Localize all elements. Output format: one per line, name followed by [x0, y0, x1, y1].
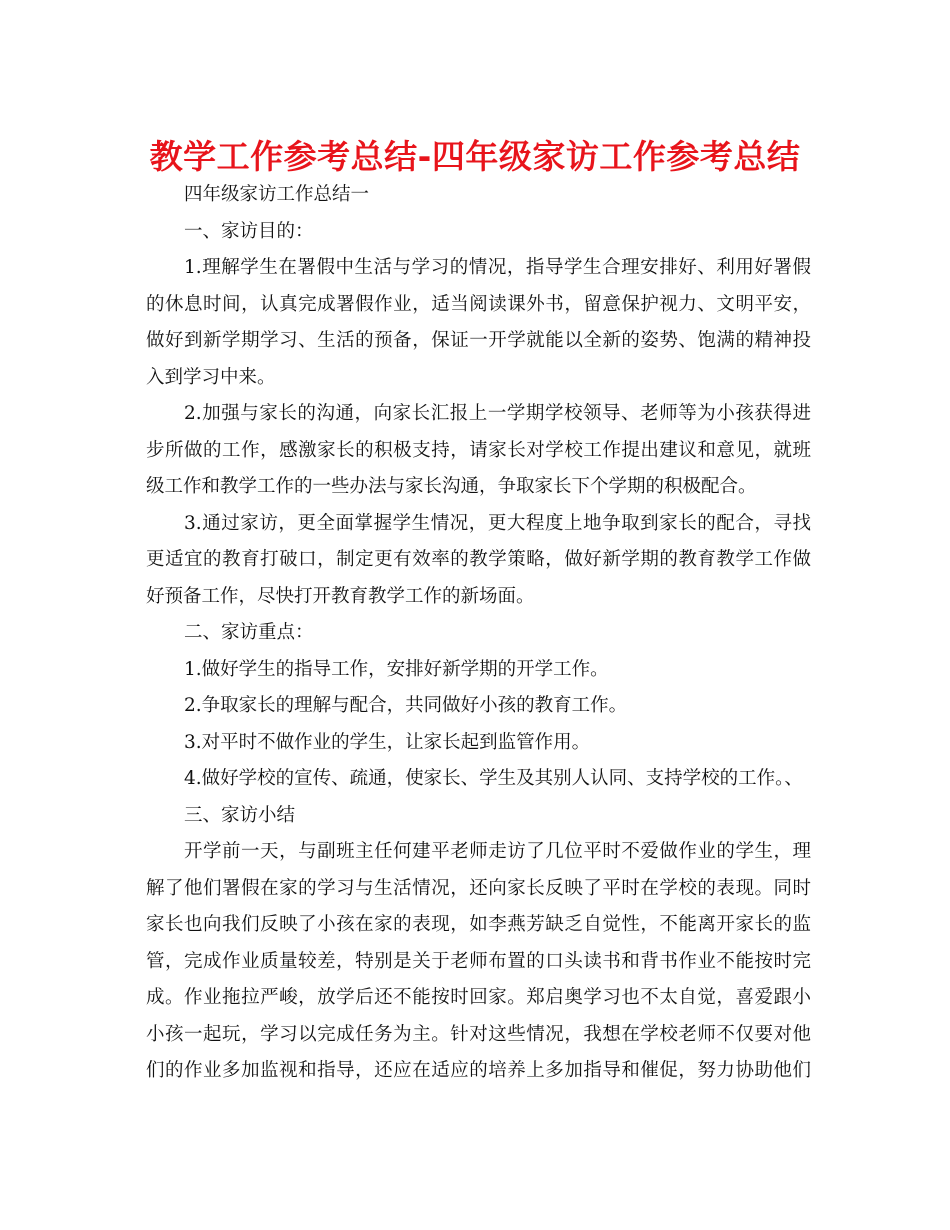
document-body: [146, 177, 811, 1090]
paragraph-line: 更适宜的教育打破口，制定更有效率的教学策略，做好新学期的教育教学工作做: [146, 549, 811, 570]
paragraph-line: 们的作业多加监视和指导，还应在适应的培养上多加指导和催促，努力协助他们: [146, 1060, 811, 1081]
paragraph-line: 好预备工作，尽快打开教育教学工作的新场面。: [146, 585, 535, 607]
paragraph-line: 家长也向我们反映了小孩在家的表现，如李燕芳缺乏自觉性，不能离开家长的监: [146, 914, 811, 935]
section-heading-summary: 三、家访小结: [184, 804, 296, 826]
paragraph-line: 成。作业拖拉严峻，放学后还不能按时回家。郑启奥学习也不太自觉，喜爱跟小: [146, 987, 811, 1008]
paragraph-line: 步所做的工作，感激家长的积极支持，请家长对学校工作提出建议和意见，就班: [146, 439, 811, 461]
paragraph-line: 开学前一天，与副班主任何建平老师走访了几位平时不爱做作业的学生，理: [184, 841, 811, 862]
paragraph-line: 小孩一起玩，学习以完成任务为主。针对这些情况，我想在学校老师不仅要对他: [146, 1023, 811, 1045]
paragraph-line: 级工作和教学工作的一些办法与家长沟通，争取家长下个学期的积极配合。: [146, 476, 757, 497]
paragraph-line: 管，完成作业质量较差，特别是关于老师布置的口头读书和背书作业不能按时完: [146, 950, 811, 972]
list-item: 1.做好学生的指导工作，安排好新学期的开学工作。: [184, 658, 609, 680]
list-item: 2.争取家长的理解与配合，共同做好小孩的教育工作。: [184, 695, 628, 716]
paragraph-line: 做好到新学期学习、生活的预备，保证一开学就能以全新的姿势、饱满的精神投: [146, 330, 811, 351]
document-title: 教学工作参考总结-四年级家访工作参考总结: [149, 137, 801, 176]
list-item: 4.做好学校的宣传、疏通，使家长、学生及其别人认同、支持学校的工作。、: [184, 768, 803, 789]
section-heading-focus: 二、家访重点：: [184, 622, 314, 643]
paragraph-line: 解了他们署假在家的学习与生活情况，还向家长反映了平时在学校的表现。同时: [146, 877, 811, 899]
paragraph-line: 的休息时间，认真完成署假作业，适当阅读课外书，留意保护视力、文明平安，: [146, 293, 811, 315]
paragraph-line: 入到学习中来。: [146, 366, 276, 388]
subtitle-line: 四年级家访工作总结一: [184, 184, 370, 205]
list-item: 3.对平时不做作业的学生，让家长起到监管作用。: [184, 731, 591, 753]
paragraph-line: 2.加强与家长的沟通，向家长汇报上一学期学校领导、老师等为小孩获得进: [184, 403, 811, 424]
section-heading-purpose: 一、家访目的：: [184, 220, 314, 242]
paragraph-line: 1.理解学生在署假中生活与学习的情况，指导学生合理安排好、利用好署假: [184, 257, 811, 278]
paragraph-line: 3.通过家访，更全面掌握学生情况，更大程度上地争取到家长的配合，寻找: [184, 512, 811, 534]
